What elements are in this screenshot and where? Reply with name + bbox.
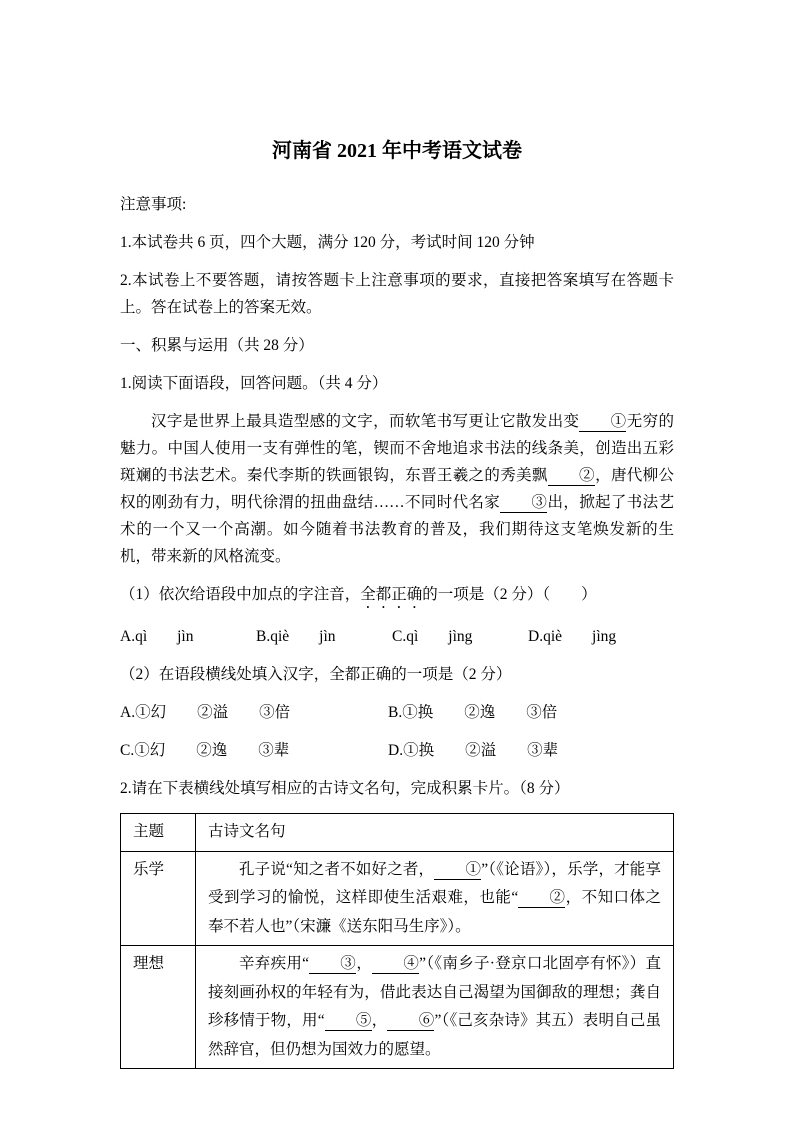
- pinyin-option-d: [528, 623, 616, 650]
- pinyin-option-a-second: jìn: [177, 628, 194, 645]
- accumulation-card-table: [120, 813, 674, 1069]
- theme-cell-2: 理想: [121, 946, 196, 1069]
- sub-question-1-post: 的一项是（2 分）（ ）: [422, 586, 597, 603]
- theme-cell-1: 乐学: [121, 851, 196, 946]
- row2-blank-2: ④: [372, 954, 419, 974]
- passage-blank-1: ①: [579, 412, 626, 432]
- row2-blank-1: ③: [309, 954, 356, 974]
- table-row-joy-of-learning: [121, 851, 674, 946]
- question-1-intro: 1.阅读下面语段，回答问题。（共 4 分）: [120, 375, 388, 392]
- sub-question-2: （2）在语段横线处填入汉字，全都正确的一项是（2 分）: [120, 666, 512, 683]
- pinyin-option-c-first: C.qì: [392, 628, 419, 645]
- section-1-heading: 一、积累与运用（共 28 分）: [120, 337, 314, 354]
- question-2-intro: 2.请在下表横线处填写相应的古诗文名句，完成积累卡片。（8 分）: [120, 780, 570, 797]
- notice-heading: 注意事项:: [120, 196, 187, 213]
- passage-text-3: ，唐代柳公权的刚劲有力，明代徐渭的扭曲盘结……不同时代名家: [120, 467, 674, 511]
- row2-blank-3: ⑤: [325, 1011, 372, 1031]
- pinyin-option-d-second: jìng: [592, 628, 617, 645]
- passage-blank-2: ②: [548, 466, 595, 486]
- pinyin-options-row: [120, 623, 674, 650]
- table-header-theme: 主题: [121, 814, 196, 852]
- quote-cell-2-text: [208, 950, 661, 1064]
- hanzi-option-a: A.①幻 ②溢 ③倍: [120, 704, 291, 721]
- hanzi-options-grid: [120, 699, 674, 764]
- passage-text-1: 汉字是世界上最具造型感的文字，而软笔书写更让它散发出变: [151, 413, 580, 430]
- pinyin-option-a: [120, 623, 256, 650]
- page-title: 河南省 2021 年中考语文试卷: [272, 140, 522, 162]
- row2-segment-2: ，: [356, 955, 373, 972]
- row1-blank-2: ②: [518, 888, 565, 908]
- pinyin-option-c: [392, 623, 528, 650]
- quote-cell-1-text: [208, 856, 661, 942]
- quote-cell-1: [196, 851, 674, 946]
- table-header-quotes: 古诗文名句: [196, 814, 674, 852]
- passage-blank-3: ③: [500, 493, 547, 513]
- sub-question-1: [120, 581, 674, 612]
- pinyin-option-b-second: jìn: [319, 628, 336, 645]
- row1-segment-3: ，不知口体之奉不若人也”（宋濂《送东阳马生序》）。: [208, 889, 661, 935]
- sub-question-1-emphasized: 全都正确: [360, 586, 423, 603]
- hanzi-option-b: B.①换 ②逸 ③倍: [388, 704, 558, 721]
- notice-item-1: 1.本试卷共 6 页，四个大题，满分 120 分，考试时间 120 分钟: [120, 234, 535, 251]
- hanzi-option-d: D.①换 ②溢 ③辈: [388, 742, 559, 759]
- row2-blank-4: ⑥: [387, 1011, 434, 1031]
- hanzi-option-c: C.①幻 ②逸 ③辈: [120, 742, 290, 759]
- passage-text-4: 出，掀起了书法艺术的一个又一个高潮。如今随着书法教育的普及，我们期待这支笔焕发新的生机，带来新的风格流变。: [120, 494, 674, 565]
- row1-segment-2: ”（《论语》），乐学，才能享受到学习的愉悦，这样即使生活艰难，也能“: [208, 860, 661, 906]
- pinyin-option-b-first: B.qiè: [256, 628, 290, 645]
- row1-blank-1: ①: [434, 860, 481, 880]
- passage-text-2: 无穷的魅力。中国人使用一支有弹性的笔，锲而不舍地追求书法的线条美，创造出五彩斑斓的书法艺术。秦代李斯的铁画银钩，东晋王羲之的秀美飘: [120, 413, 674, 484]
- pinyin-option-c-second: jìng: [448, 628, 473, 645]
- row2-segment-5: ”（《己亥杂诗》其五）表明自己虽然辞官，但仍想为国效力的愿望。: [208, 1012, 661, 1058]
- pinyin-option-d-first: D.qiè: [528, 628, 563, 645]
- row1-segment-1: 孔子说“知之者不如好之者，: [239, 860, 435, 878]
- pinyin-option-a-first: A.qì: [120, 628, 148, 645]
- quote-cell-2: [196, 946, 674, 1069]
- question-1-passage: [120, 408, 674, 570]
- row2-segment-4: ，: [371, 1012, 388, 1029]
- pinyin-option-b: [256, 623, 392, 650]
- sub-question-1-pre: （1）依次给语段中加点的字注音，: [120, 586, 361, 603]
- row2-segment-3: ”（《南乡子·登京口北固亭有怀》）直接刻画孙权的年轻有为，借此表达自己渴望为国御敌的理想；龚自珍移情于物，用“: [208, 955, 661, 1029]
- row2-segment-1: 辛弃疾用“: [239, 955, 310, 972]
- table-row-ideal: [121, 946, 674, 1069]
- notice-item-2: 2.本试卷上不要答题，请按答题卡上注意事项的要求，直接把答案填写在答题卡上。答在试卷上的答案无效。: [120, 272, 674, 316]
- table-header-row: [121, 814, 674, 852]
